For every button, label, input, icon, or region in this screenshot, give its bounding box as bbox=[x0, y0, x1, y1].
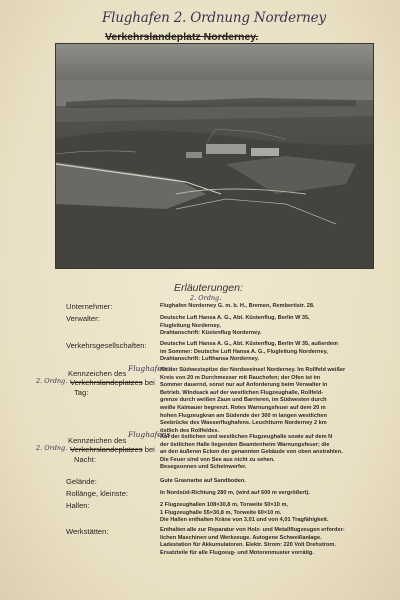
gesellschaften-line: im Sommer: Deutsche Luft Hansa A. G., Flugleitung Norderney, bbox=[160, 348, 328, 355]
werkstaetten-line: Enthalten alle zur Reparatur von Holz- und Metallflugzeugen erforder- bbox=[160, 527, 345, 533]
verwalter-line: Deutsche Luft Hansa A. G., Abt. Küstenflug, Berlin W 35, bbox=[160, 315, 310, 321]
tag-line: grenze durch weißen Zaun und Barrieren, im Südwesten durch bbox=[160, 397, 327, 404]
werkstaetten-line: lichen Maschinen und Werkzeuge. Autogene Schweißanlage. bbox=[160, 534, 322, 541]
rolllaenge-label: Rollänge, kleinste: bbox=[66, 489, 129, 498]
nacht-annotation-flughafens: Flughafens bbox=[128, 430, 171, 439]
unternehmer-label: Unternehmer: bbox=[66, 302, 113, 311]
tag-value bbox=[160, 367, 392, 435]
hallen-value bbox=[160, 502, 392, 525]
gesellschaften-line: Drahtanschrift: Lufthansa Norderney. bbox=[160, 356, 260, 363]
verwalter-line: Drahtanschrift: Küstenflug Norderney. bbox=[160, 330, 262, 337]
tag-annotation-ordnung: 2. Ordng. bbox=[36, 377, 68, 385]
nacht-label-bei: bei bbox=[144, 445, 155, 454]
nacht-value bbox=[160, 434, 392, 472]
gelaende-label: Gelände: bbox=[66, 477, 97, 486]
nacht-label-line3: Nacht: bbox=[74, 455, 96, 464]
tag-label-line1: Kennzeichen des bbox=[68, 369, 127, 378]
tag-line: Sommer dauernd, sonst nur auf Anforderung beim Verwalter in bbox=[160, 382, 328, 389]
gesellschaften-label: Verkehrsgesellschaften: bbox=[66, 341, 147, 350]
tag-line: weiße Kalmauer begrenzt. Rotes Warnungsfeuer auf dem 20 m bbox=[160, 404, 326, 411]
tag-label-bei: bei bbox=[144, 378, 155, 387]
gesellschaften-line: Deutsche Luft Hansa A. G., Abt. Küstenflug, Berlin W 35, außerdem bbox=[160, 341, 338, 347]
werkstaetten-value bbox=[160, 527, 392, 557]
werkstaetten-label: Werkstätten: bbox=[66, 527, 109, 536]
werkstaetten-line: Ladestation für Akkumulatoren. Elektr. Strom: 220 Volt Drehstrom. bbox=[160, 542, 336, 549]
tag-line: hohen Flugzeugkran am Südende der 300 m langen westlichen bbox=[160, 412, 327, 419]
gelaende-value: Gute Grasnarbe auf Sandboden. bbox=[160, 478, 246, 484]
tag-line: östlich des Rollfeldes. bbox=[160, 427, 220, 434]
verwalter-label: Verwalter: bbox=[66, 314, 100, 323]
hallen-line: 1 Flugzeughalle 55×30,8 m, Torweite 60×10 m. bbox=[160, 509, 282, 516]
verwalter-line: Flugleitung Norderney, bbox=[160, 322, 221, 329]
tag-line: Betrieb. Windsack auf der westlichen Flugzeughalle, Rollfeld- bbox=[160, 389, 324, 396]
aerial-photo-image bbox=[56, 44, 373, 268]
aerial-photo bbox=[55, 43, 374, 269]
nacht-line: der östlichen Halle liegenden Beamtenheim Warnungsfeuer; die bbox=[160, 441, 330, 448]
nacht-line: Auf der östlichen und westlichen Flugzeughalle sowie auf dem N bbox=[160, 434, 333, 440]
unternehmer-annotation: 2. Ordng. bbox=[190, 294, 222, 302]
tag-label-line2 bbox=[70, 378, 170, 387]
tag-label-line3: Tag: bbox=[74, 388, 89, 397]
nacht-line: Besegsonnen und Scheinwerfer. bbox=[160, 464, 247, 471]
unternehmer-value: Flughafen Norderney G. m. b. H., Bremen, Rembertistr. 28. bbox=[160, 303, 315, 309]
hallen-label: Hallen: bbox=[66, 501, 90, 510]
tag-line: Kreis von 20 m Durchmesser mit Rauchofen; der Ofen ist im bbox=[160, 374, 321, 381]
nacht-line: an den äußeren Ecken der genannten Gebäude von oben anstrahlen. bbox=[160, 449, 343, 456]
nacht-label-strike: Verkehrslandeplatzes bbox=[70, 445, 143, 454]
nacht-label-line2 bbox=[70, 445, 170, 454]
rolllaenge-value: In Nordsüd-Richtung 280 m, (wird auf 600 m vergrößert). bbox=[160, 490, 310, 496]
section-heading: Erläuterungen: bbox=[174, 282, 243, 294]
werkstaetten-line: Ersatzteile für alle Flugzeug- und Motorenmuster vorrätig. bbox=[160, 549, 314, 556]
gesellschaften-value bbox=[160, 341, 392, 364]
tag-line: An der Südwestspitze der Nordseeinsel Norderney. Im Rollfeld weißer bbox=[160, 367, 346, 373]
nacht-annotation-ordnung: 2. Ordng. bbox=[36, 444, 68, 452]
hallen-line: 2 Flugzeughallen 108×30,8 m, Torweite 50×10 m, bbox=[160, 502, 288, 508]
tag-annotation-flughafens: Flughafens bbox=[128, 364, 171, 373]
tag-line: Seebrücke des Wasserflughafens. Leuchtturm Norderney 2 km bbox=[160, 420, 327, 427]
tag-label-strike: Verkehrslandeplatzes bbox=[70, 378, 143, 387]
nacht-label-line1: Kennzeichen des bbox=[68, 436, 127, 445]
nacht-line: Die Feuer sind von See aus nicht zu sehen. bbox=[160, 456, 275, 463]
handwritten-title: Flughafen 2. Ordnung Norderney bbox=[102, 10, 326, 26]
hallen-line: Die Hallen enthalten Kräne von 3,01 und von 4,01 Tragfähigkeit. bbox=[160, 517, 329, 524]
verwalter-value bbox=[160, 315, 392, 338]
printed-title: Verkehrslandeplatz Norderney. bbox=[105, 31, 259, 43]
